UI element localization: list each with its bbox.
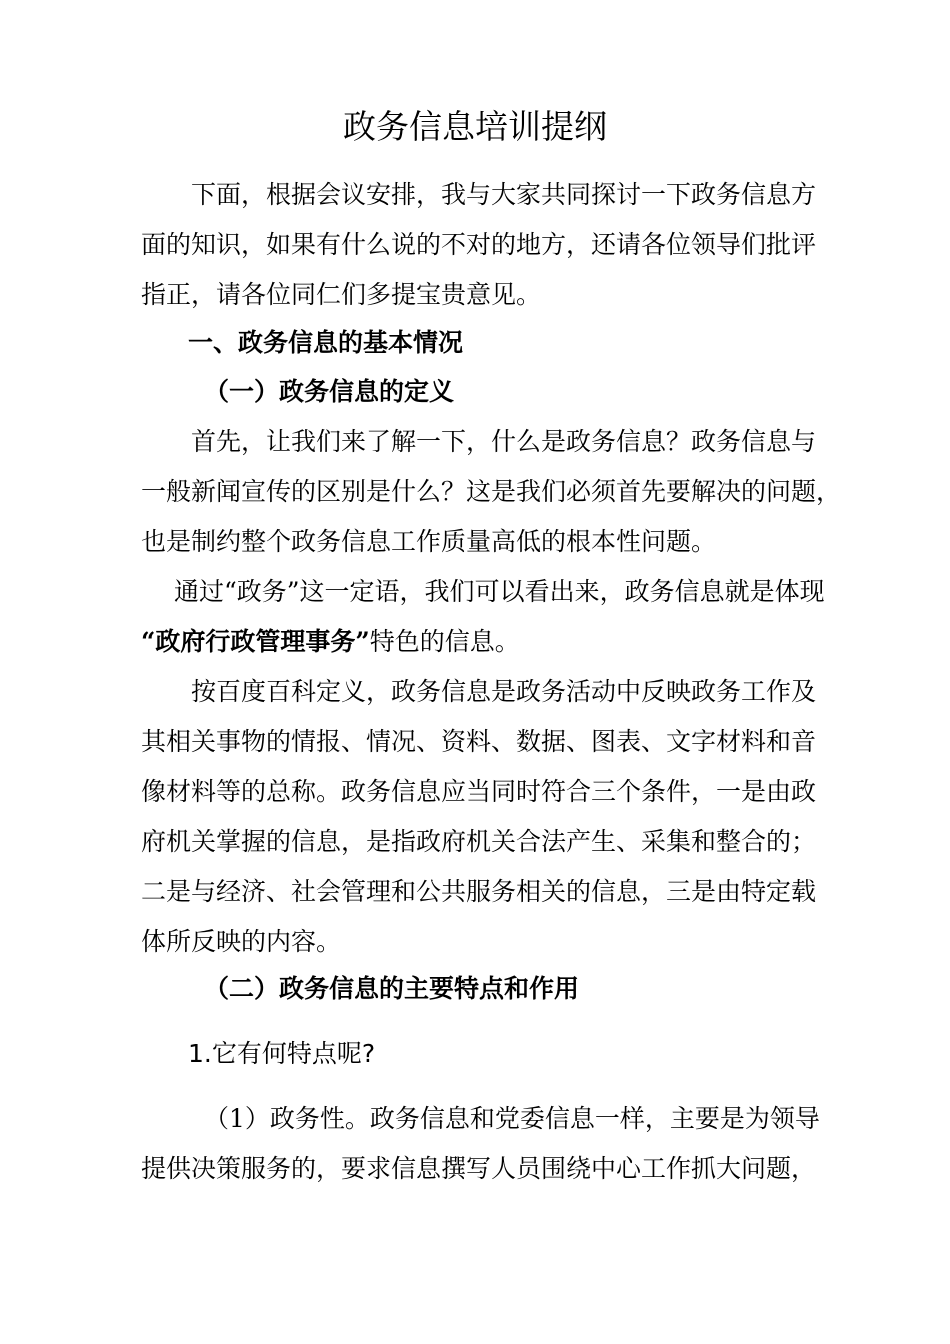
definition-paragraph-1: [141, 417, 842, 567]
text-line: [141, 617, 813, 667]
feature-paragraph-1: [141, 1094, 820, 1194]
subsection-heading-1: （一）政务信息的定义: [204, 377, 455, 406]
text-line: 通过“政务”这一定语，我们可以看出来，政务信息就是体现: [174, 577, 825, 606]
text-line: 府机关掌握的信息，是指政府机关合法产生、采集和整合的；: [141, 827, 817, 856]
document-title: 政务信息培训提纲: [343, 107, 607, 146]
text-line: 指正，请各位同仁们多提宝贵意见。: [141, 280, 542, 309]
list-item-heading: 1.它有何特点呢?: [188, 1039, 376, 1068]
text-line: 也是制约整个政务信息工作质量高低的根本性问题。: [141, 527, 717, 556]
text-line: 按百度百科定义，政务信息是政务活动中反映政务工作及: [191, 677, 817, 706]
text-line: 体所反映的内容。: [141, 927, 342, 956]
text-fragment: 特色的信息。: [369, 627, 520, 656]
subsection-heading-2: （二）政务信息的主要特点和作用: [204, 974, 580, 1003]
definition-paragraph-3: [141, 667, 817, 967]
text-line: 一般新闻宣传的区别是什么？这是我们必须首先要解决的问题，: [141, 477, 842, 506]
text-line: 像材料等的总称。政务信息应当同时符合三个条件，一是由政: [141, 777, 817, 806]
text-line: （1）政务性。政务信息和党委信息一样，主要是为领导: [204, 1104, 820, 1133]
text-line: 首先，让我们来了解一下，什么是政务信息？政务信息与: [191, 427, 817, 456]
text-line: 面的知识，如果有什么说的不对的地方，还请各位领导们批评: [141, 230, 817, 259]
text-line: 二是与经济、社会管理和公共服务相关的信息，三是由特定载: [141, 877, 817, 906]
text-line: 提供决策服务的，要求信息撰写人员围绕中心工作抓大问题，: [141, 1154, 817, 1183]
intro-paragraph: [141, 170, 817, 320]
definition-paragraph-2: [141, 567, 825, 667]
text-line: 其相关事物的情报、情况、资料、数据、图表、文字材料和音: [141, 727, 817, 756]
text-line: 下面，根据会议安排，我与大家共同探讨一下政务信息方: [191, 180, 817, 209]
section-heading-1: 一、政务信息的基本情况: [188, 328, 464, 357]
quoted-term: “政府行政管理事务”: [141, 627, 370, 656]
